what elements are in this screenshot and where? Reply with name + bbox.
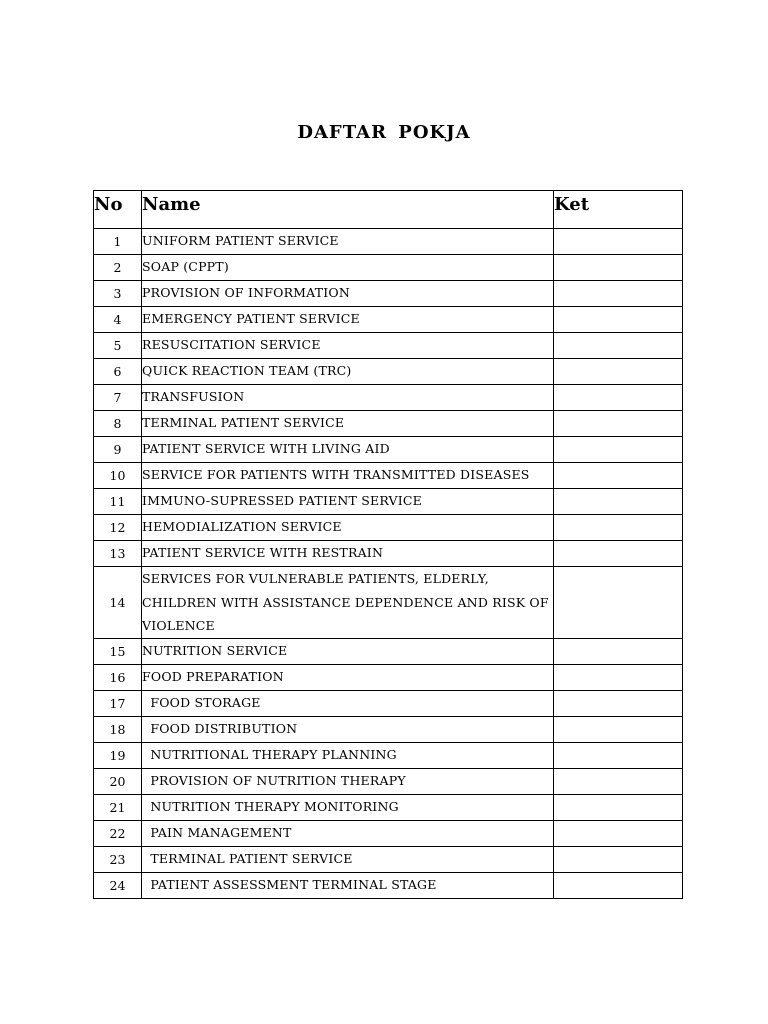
row-ket — [554, 541, 683, 567]
row-number: 7 — [94, 385, 142, 411]
table-header-row — [94, 191, 683, 229]
row-number: 23 — [94, 846, 142, 872]
row-ket — [554, 690, 683, 716]
row-name: EMERGENCY PATIENT SERVICE — [142, 307, 554, 333]
table-row — [94, 794, 683, 820]
row-name: HEMODIALIZATION SERVICE — [142, 515, 554, 541]
table-row — [94, 229, 683, 255]
row-ket — [554, 515, 683, 541]
table-row — [94, 385, 683, 411]
row-name: FOOD PREPARATION — [142, 664, 554, 690]
row-number: 17 — [94, 690, 142, 716]
table-row — [94, 515, 683, 541]
table-row — [94, 281, 683, 307]
table-row — [94, 437, 683, 463]
row-number: 5 — [94, 333, 142, 359]
row-number: 21 — [94, 794, 142, 820]
row-number: 16 — [94, 664, 142, 690]
row-number: 10 — [94, 463, 142, 489]
row-number: 2 — [94, 255, 142, 281]
table-row — [94, 255, 683, 281]
row-name: IMMUNO-SUPRESSED PATIENT SERVICE — [142, 489, 554, 515]
table-row — [94, 742, 683, 768]
row-ket — [554, 333, 683, 359]
table-row — [94, 541, 683, 567]
row-number: 12 — [94, 515, 142, 541]
column-header-no: No — [94, 191, 142, 229]
row-name: PAIN MANAGEMENT — [142, 820, 554, 846]
row-ket — [554, 820, 683, 846]
row-ket — [554, 307, 683, 333]
row-ket — [554, 229, 683, 255]
row-ket — [554, 742, 683, 768]
row-number: 9 — [94, 437, 142, 463]
table-row — [94, 463, 683, 489]
row-ket — [554, 385, 683, 411]
row-name: NUTRITION THERAPY MONITORING — [142, 794, 554, 820]
row-number: 3 — [94, 281, 142, 307]
row-name: NUTRITIONAL THERAPY PLANNING — [142, 742, 554, 768]
table-row — [94, 638, 683, 664]
row-name: UNIFORM PATIENT SERVICE — [142, 229, 554, 255]
row-name: SERVICES FOR VULNERABLE PATIENTS, ELDERLY, CHILDREN WITH ASSISTANCE DEPENDENCE AND RISK OF VIOLENCE — [142, 567, 554, 639]
row-name: FOOD STORAGE — [142, 690, 554, 716]
row-ket — [554, 638, 683, 664]
table-row — [94, 333, 683, 359]
row-ket — [554, 255, 683, 281]
row-name: PATIENT ASSESSMENT TERMINAL STAGE — [142, 872, 554, 898]
row-number: 8 — [94, 411, 142, 437]
row-number: 11 — [94, 489, 142, 515]
row-name: PROVISION OF INFORMATION — [142, 281, 554, 307]
row-ket — [554, 489, 683, 515]
table-row — [94, 820, 683, 846]
row-name: SERVICE FOR PATIENTS WITH TRANSMITTED DISEASES — [142, 463, 554, 489]
row-number: 20 — [94, 768, 142, 794]
table-row — [94, 768, 683, 794]
table-row — [94, 690, 683, 716]
table-row — [94, 872, 683, 898]
row-number: 13 — [94, 541, 142, 567]
row-name: PATIENT SERVICE WITH RESTRAIN — [142, 541, 554, 567]
row-ket — [554, 411, 683, 437]
column-header-ket: Ket — [554, 191, 683, 229]
row-name: PATIENT SERVICE WITH LIVING AID — [142, 437, 554, 463]
row-ket — [554, 664, 683, 690]
row-name: TERMINAL PATIENT SERVICE — [142, 846, 554, 872]
row-ket — [554, 846, 683, 872]
row-number: 14 — [94, 567, 142, 639]
table-body — [94, 229, 683, 899]
row-ket — [554, 437, 683, 463]
table-row — [94, 716, 683, 742]
row-ket — [554, 567, 683, 639]
row-name: RESUSCITATION SERVICE — [142, 333, 554, 359]
row-number: 19 — [94, 742, 142, 768]
row-ket — [554, 872, 683, 898]
row-ket — [554, 359, 683, 385]
row-ket — [554, 768, 683, 794]
table-row — [94, 489, 683, 515]
row-number: 15 — [94, 638, 142, 664]
row-name: FOOD DISTRIBUTION — [142, 716, 554, 742]
table-row — [94, 359, 683, 385]
row-name: QUICK REACTION TEAM (TRC) — [142, 359, 554, 385]
row-number: 4 — [94, 307, 142, 333]
table-row — [94, 411, 683, 437]
row-name: TRANSFUSION — [142, 385, 554, 411]
row-name: NUTRITION SERVICE — [142, 638, 554, 664]
row-ket — [554, 281, 683, 307]
row-name: PROVISION OF NUTRITION THERAPY — [142, 768, 554, 794]
row-number: 18 — [94, 716, 142, 742]
table-row — [94, 664, 683, 690]
column-header-name: Name — [142, 191, 554, 229]
row-number: 22 — [94, 820, 142, 846]
table-row — [94, 846, 683, 872]
row-ket — [554, 463, 683, 489]
row-ket — [554, 716, 683, 742]
table-row — [94, 567, 683, 639]
row-ket — [554, 794, 683, 820]
row-name: TERMINAL PATIENT SERVICE — [142, 411, 554, 437]
row-number: 1 — [94, 229, 142, 255]
table-row — [94, 307, 683, 333]
pokja-table — [93, 190, 683, 899]
row-number: 24 — [94, 872, 142, 898]
row-name: SOAP (CPPT) — [142, 255, 554, 281]
row-number: 6 — [94, 359, 142, 385]
document-title: DAFTAR POKJA — [297, 122, 471, 143]
